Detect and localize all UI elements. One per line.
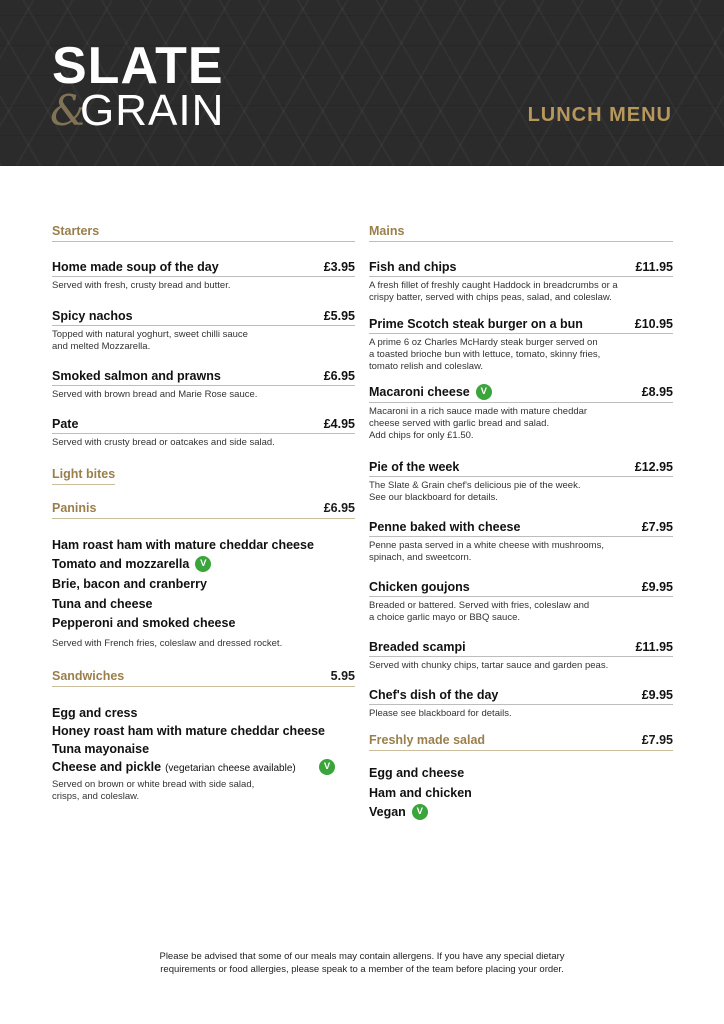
item-description: The Slate & Grain chef's delicious pie of the week. See our blackboard for details. xyxy=(369,480,581,503)
sandwiches-description: Served on brown or white bread with side salad, crisps, and coleslaw. xyxy=(52,779,255,802)
paninis-section xyxy=(52,501,355,519)
vegetarian-icon: V xyxy=(412,804,428,820)
item-price: £5.95 xyxy=(323,309,355,323)
paninis-price: £6.95 xyxy=(323,501,355,515)
item-description: A fresh fillet of freshly caught Haddock in breadcrumbs or a crispy batter, served with chips peas, salad, and coleslaw. xyxy=(369,280,618,303)
item-price: £11.95 xyxy=(635,260,673,274)
item-description: Please see blackboard for details. xyxy=(369,708,512,719)
item-description: Macaroni in a rich sauce made with mature cheddar cheese served with garlic bread and salad. Add chips for only £1.50. xyxy=(369,406,588,441)
section-title-starters: Starters xyxy=(52,224,355,242)
item-price: £9.95 xyxy=(641,580,673,594)
menu-item xyxy=(369,460,673,504)
item-price: £7.95 xyxy=(641,520,673,534)
item-name: Pate xyxy=(52,417,79,431)
menu-item xyxy=(369,640,673,672)
list-item: Honey roast ham with mature cheddar cheese xyxy=(52,724,326,738)
menu-title: LUNCH MENU xyxy=(527,104,672,126)
header-banner xyxy=(0,0,724,166)
item-price: £6.95 xyxy=(323,369,355,383)
item-name: Smoked salmon and prawns xyxy=(52,369,221,383)
item-name: Chef's dish of the day xyxy=(369,688,499,702)
item-description: Served with fresh, crusty bread and butter. xyxy=(52,280,231,291)
menu-item xyxy=(52,309,355,353)
item-name: Fish and chips xyxy=(369,260,457,274)
item-name: Chicken goujons xyxy=(369,580,470,594)
menu-item xyxy=(369,260,673,304)
list-item: Egg and cheese xyxy=(369,766,465,780)
right-column xyxy=(369,220,673,840)
item-name: Breaded scampi xyxy=(369,640,466,654)
salad-price: £7.95 xyxy=(641,733,673,747)
logo-grain-text: GRAIN xyxy=(80,86,225,135)
item-price: £4.95 xyxy=(323,417,355,431)
list-item: Egg and cress xyxy=(52,706,138,720)
section-title-paninis: Paninis £6.95 xyxy=(52,501,355,519)
menu-item xyxy=(369,580,673,624)
list-item: Brie, bacon and cranberry xyxy=(52,577,207,591)
menu-item xyxy=(369,688,673,720)
item-description: Served with chunky chips, tartar sauce and garden peas. xyxy=(369,660,609,671)
salad-section xyxy=(369,733,673,751)
item-name: Spicy nachos xyxy=(52,309,133,323)
menu-item xyxy=(52,260,355,292)
left-column xyxy=(52,220,355,820)
menu-item xyxy=(369,384,673,442)
menu-item xyxy=(369,520,673,564)
item-description: Topped with natural yoghurt, sweet chilli sauce and melted Mozzarella. xyxy=(52,329,248,352)
item-description: A prime 6 oz Charles McHardy steak burger served on a toasted brioche bun with lettuce, tomato, skinny fries, tomato relish and coleslaw. xyxy=(369,337,601,372)
section-title-light-bites: Light bites xyxy=(52,467,115,485)
item-name: Pie of the week xyxy=(369,460,460,474)
list-item: Ham and chicken xyxy=(369,786,472,800)
item-description: Penne pasta served in a white cheese with mushrooms, spinach, and sweetcorn. xyxy=(369,540,604,563)
list-item: Tuna mayonaise xyxy=(52,742,150,756)
section-title-sandwiches: Sandwiches 5.95 xyxy=(52,669,355,687)
item-name: Prime Scotch steak burger on a bun xyxy=(369,317,583,331)
item-description: Breaded or battered. Served with fries, coleslaw and a choice garlic mayo or BBQ sauce. xyxy=(369,600,590,623)
logo-ampersand: & xyxy=(50,86,88,135)
item-price: £12.95 xyxy=(634,460,673,474)
item-name: Penne baked with cheese xyxy=(369,520,521,534)
light-bites-section xyxy=(52,465,355,485)
list-item: Ham roast ham with mature cheddar cheese xyxy=(52,538,314,552)
list-item: Tomato and mozzarella V xyxy=(52,556,355,572)
logo-slate-text: SLATE xyxy=(52,37,224,95)
item-description: Served with brown bread and Marie Rose sauce. xyxy=(52,389,258,400)
item-price: £8.95 xyxy=(641,385,673,399)
item-name: Home made soup of the day xyxy=(52,260,219,274)
mains-section xyxy=(369,224,673,242)
paninis-description: Served with French fries, coleslaw and dressed rocket. xyxy=(52,638,283,649)
item-description: Served with crusty bread or oatcakes and side salad. xyxy=(52,437,275,448)
sandwiches-section xyxy=(52,669,355,687)
menu-item xyxy=(52,369,355,401)
vegetarian-icon: V xyxy=(195,556,211,572)
vegetarian-icon: V xyxy=(319,759,335,775)
starters-section xyxy=(52,224,355,242)
list-item: Pepperoni and smoked cheese xyxy=(52,616,236,630)
vegetarian-icon: V xyxy=(476,384,492,400)
menu-item xyxy=(369,317,673,373)
allergen-notice: Please be advised that some of our meals may contain allergens. If you have any special dietary requirements or food allergies, please speak to a member of the team before placing your order. xyxy=(159,951,565,975)
section-title-mains: Mains xyxy=(369,224,673,242)
sandwiches-price: 5.95 xyxy=(330,669,355,683)
item-name: Macaroni cheese xyxy=(369,385,470,399)
cheese-note: (vegetarian cheese available) xyxy=(165,763,296,774)
section-title-salad: Freshly made salad £7.95 xyxy=(369,733,673,751)
list-item: Tuna and cheese xyxy=(52,597,153,611)
item-price: £10.95 xyxy=(634,317,673,331)
item-price: £3.95 xyxy=(323,260,355,274)
item-price: £11.95 xyxy=(635,640,673,654)
menu-item xyxy=(52,417,355,449)
list-item: Vegan V xyxy=(369,804,673,820)
list-item: Cheese and pickle (vegetarian cheese available) V xyxy=(52,759,355,775)
item-price: £9.95 xyxy=(641,688,673,702)
